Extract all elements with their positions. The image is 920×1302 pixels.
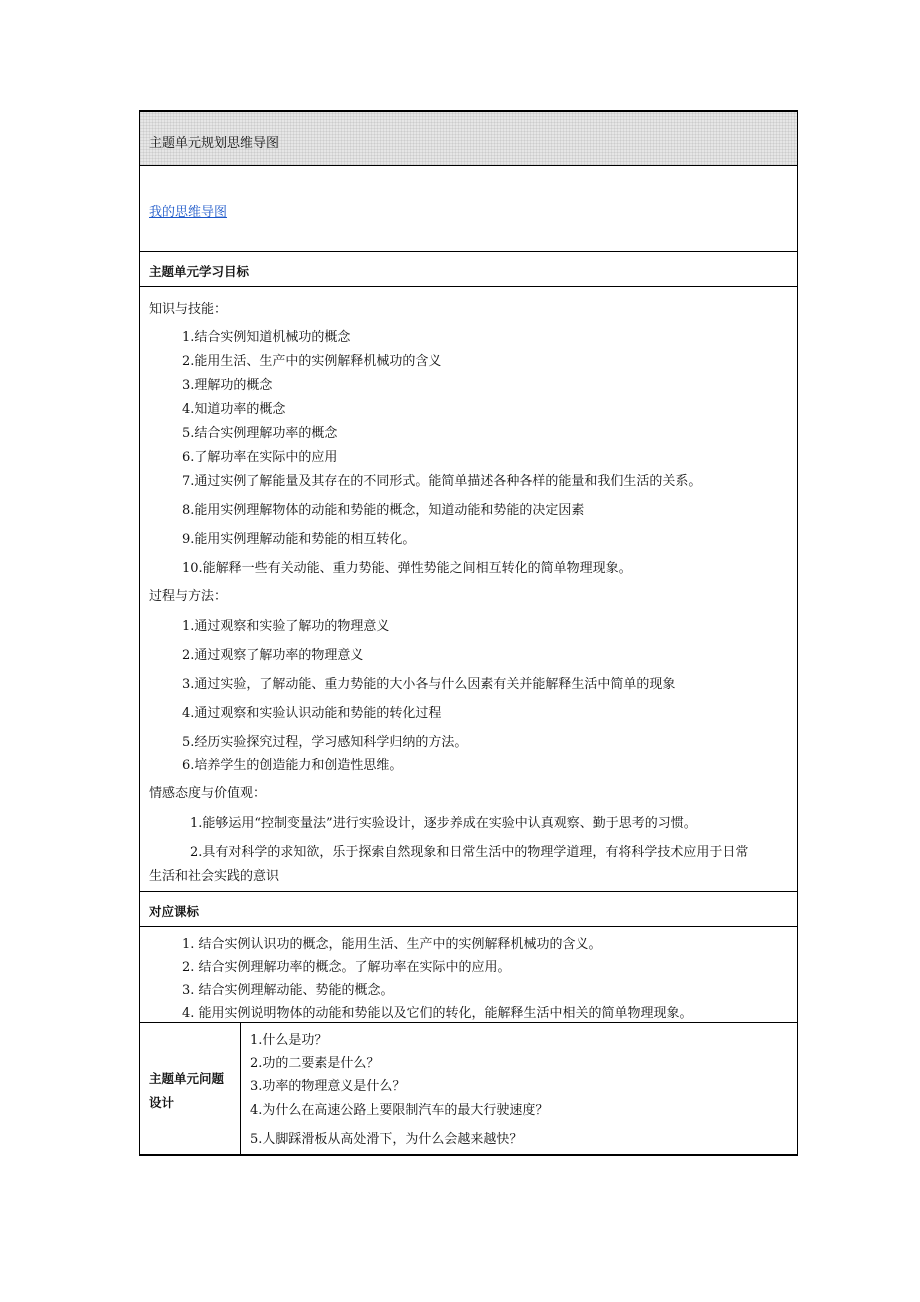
knowledge-heading: 知识与技能： <box>149 302 228 317</box>
goals-content <box>140 287 797 892</box>
question-item: 4.为什么在高速公路上要限制汽车的最大行驶速度？ <box>250 1103 549 1118</box>
process-item: 4.通过观察和实验认识动能和势能的转化过程 <box>182 706 442 721</box>
knowledge-item: 9.能用实例理解动能和势能的相互转化。 <box>182 532 416 547</box>
page-title: 主题单元规划思维导图 <box>149 136 280 151</box>
questions-label-cell <box>140 1023 241 1154</box>
knowledge-item: 8.能用实例理解物体的动能和势能的概念，知道动能和势能的决定因素 <box>182 503 585 518</box>
emotion-item: 1.能够运用“控制变量法”进行实验设计，逐步养成在实验中认真观察、勤于思考的习惯。 <box>190 816 697 831</box>
questions-heading: 主题单元问题 <box>149 1071 225 1086</box>
questions-heading-cont: 设计 <box>149 1095 175 1110</box>
process-item: 1.通过观察和实验了解功的物理意义 <box>182 619 390 634</box>
standards-item: 1. 结合实例认识功的概念，能用生活、生产中的实例解释机械功的含义。 <box>182 937 602 952</box>
process-item: 2.通过观察了解功率的物理意义 <box>182 648 364 663</box>
title-row <box>140 110 797 166</box>
knowledge-item: 4.知道功率的概念 <box>182 402 286 417</box>
question-item: 3.功率的物理意义是什么？ <box>250 1079 406 1094</box>
question-item: 5.人脚踩滑板从高处滑下，为什么会越来越快？ <box>250 1132 523 1147</box>
emotion-heading: 情感态度与价值观： <box>149 786 267 801</box>
question-item: 1.什么是功？ <box>250 1033 328 1048</box>
mindmap-row <box>140 166 797 252</box>
emotion-item: 2.具有对科学的求知欲，乐于探索自然现象和日常生活中的物理学道理，有将科学技术应用于日常 <box>190 845 749 860</box>
emotion-item: 生活和社会实践的意识 <box>149 869 280 884</box>
knowledge-item: 7.通过实例了解能量及其存在的不同形式。能简单描述各种各样的能量和我们生活的关系。 <box>182 474 702 489</box>
process-item: 5.经历实验探究过程，学习感知科学归纳的方法。 <box>182 735 468 750</box>
knowledge-item: 5.结合实例理解功率的概念 <box>182 426 338 441</box>
question-item: 2.功的二要素是什么？ <box>250 1056 380 1071</box>
standards-item: 3. 结合实例理解动能、势能的概念。 <box>182 983 394 998</box>
process-heading: 过程与方法： <box>149 589 228 604</box>
process-item: 3.通过实验，了解动能、重力势能的大小各与什么因素有关并能解释生活中简单的现象 <box>182 677 676 692</box>
knowledge-item: 1.结合实例知道机械功的概念 <box>182 330 351 345</box>
goals-heading-row <box>140 252 797 287</box>
standards-content <box>140 927 797 1023</box>
standards-item: 2. 结合实例理解功率的概念。了解功率在实际中的应用。 <box>182 960 511 975</box>
planning-table <box>139 110 798 1156</box>
standards-heading: 对应课标 <box>149 904 200 919</box>
process-item: 6.培养学生的创造能力和创造性思维。 <box>182 758 403 773</box>
standards-heading-row <box>140 892 797 927</box>
goals-heading: 主题单元学习目标 <box>149 264 250 279</box>
mindmap-link[interactable]: 我的思维导图 <box>149 205 228 220</box>
questions-row <box>140 1023 797 1156</box>
standards-item: 4. 能用实例说明物体的动能和势能以及它们的转化，能解释生活中相关的简单物理现象。 <box>182 1006 693 1021</box>
knowledge-item: 6.了解功率在实际中的应用 <box>182 450 338 465</box>
knowledge-item: 10.能解释一些有关动能、重力势能、弹性势能之间相互转化的简单物理现象。 <box>182 561 632 576</box>
knowledge-item: 2.能用生活、生产中的实例解释机械功的含义 <box>182 354 442 369</box>
knowledge-item: 3.理解功的概念 <box>182 378 273 393</box>
